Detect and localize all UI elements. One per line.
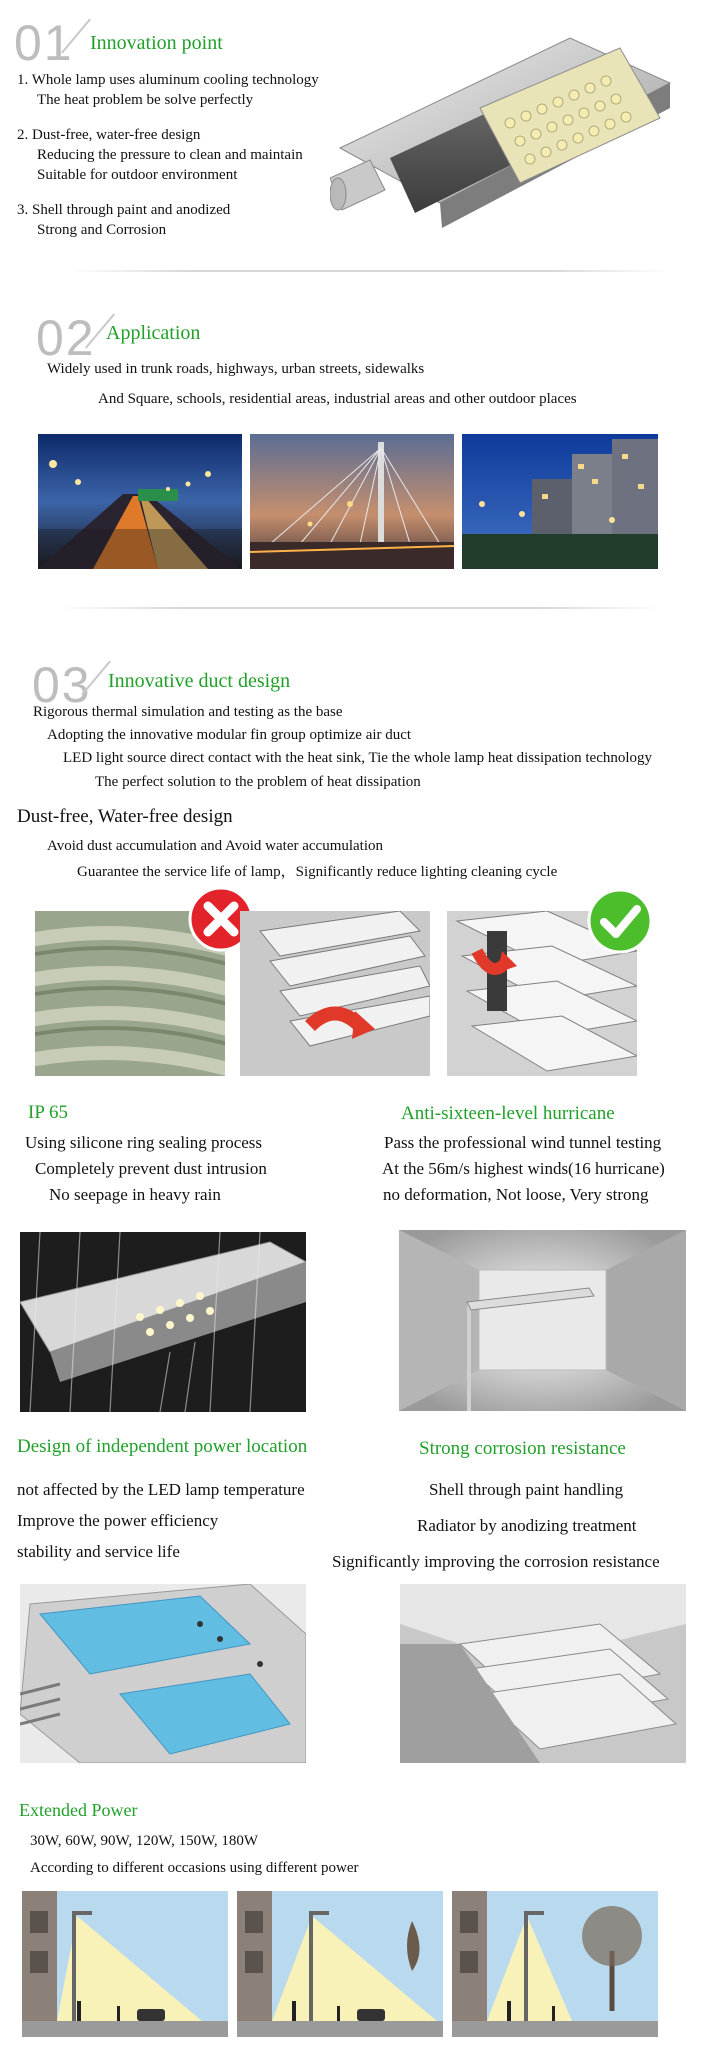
street-lamp-image <box>330 28 700 238</box>
street-illustration-3 <box>452 1891 658 2037</box>
s3-line4: The perfect solution to the problem of heat dissipation <box>95 774 421 790</box>
corrosion-title: Strong corrosion resistance <box>419 1438 626 1459</box>
extended-title: Extended Power <box>19 1800 138 1820</box>
highway-night-photo <box>38 434 242 569</box>
section2-title: Application <box>106 322 201 344</box>
corrosion-line2: Radiator by anodizing treatment <box>417 1516 637 1535</box>
hurricane-line1: Pass the professional wind tunnel testing <box>384 1133 662 1152</box>
ip65-title: IP 65 <box>28 1102 68 1123</box>
hurricane-line2: At the 56m/s highest winds(16 hurricane) <box>382 1159 665 1178</box>
s1-item3-line2: Strong and Corrosion <box>37 222 167 238</box>
street-illustration-2 <box>237 1891 443 2037</box>
check-icon <box>587 888 653 954</box>
extended-line2: According to different occasions using different power <box>30 1860 359 1876</box>
s3-line3: LED light source direct contact with the heat sink, Tie the whole lamp heat dissipation technology <box>63 750 653 766</box>
hurricane-title: Anti-sixteen-level hurricane <box>401 1103 615 1124</box>
bridge-dusk-photo <box>250 434 454 569</box>
section3-title: Innovative duct design <box>108 670 291 692</box>
ip65-line2: Completely prevent dust intrusion <box>35 1159 267 1178</box>
s1-item1-line1: 1. Whole lamp uses aluminum cooling technology <box>17 72 319 88</box>
rain-test-photo <box>20 1232 306 1412</box>
section2-number: 02 <box>36 310 96 366</box>
power-line1: not affected by the LED lamp temperature <box>17 1480 305 1499</box>
dust-free-line1: Avoid dust accumulation and Avoid water accumulation <box>47 838 384 854</box>
s1-item1-line2: The heat problem be solve perfectly <box>37 92 254 108</box>
s3-line1: Rigorous thermal simulation and testing as the base <box>33 704 343 720</box>
power-line3: stability and service life <box>17 1542 180 1561</box>
power-line2: Improve the power efficiency <box>17 1511 219 1530</box>
s1-item2-line3: Suitable for outdoor environment <box>37 167 238 183</box>
s1-item2-line2: Reducing the pressure to clean and maintain <box>37 147 303 163</box>
power-location-title: Design of independent power location <box>17 1436 308 1457</box>
ip65-line3: No seepage in heavy rain <box>49 1185 221 1204</box>
s1-item2-line1: 2. Dust-free, water-free design <box>17 127 201 143</box>
residential-night-photo <box>462 434 658 569</box>
separator-1 <box>70 270 670 272</box>
hurricane-line3: no deformation, Not loose, Very strong <box>383 1185 649 1204</box>
ip65-line1: Using silicone ring sealing process <box>25 1133 263 1152</box>
separator-2 <box>60 607 660 609</box>
dust-free-title: Dust-free, Water-free design <box>17 806 233 827</box>
section3-number: 03 <box>32 657 92 713</box>
section1-title: Innovation point <box>90 32 223 54</box>
section2-line2: And Square, schools, residential areas, industrial areas and other outdoor places <box>98 391 577 407</box>
section2-line1: Widely used in trunk roads, highways, urban streets, sidewalks <box>47 361 425 377</box>
anodized-radiator-photo <box>400 1584 686 1763</box>
dust-free-line2: Guarantee the service life of lamp，Significantly reduce lighting cleaning cycle <box>77 864 558 880</box>
corrosion-line1: Shell through paint handling <box>429 1480 624 1499</box>
s3-line2: Adopting the innovative modular fin group optimize air duct <box>47 727 412 743</box>
corrosion-line3: Significantly improving the corrosion resistance <box>332 1552 660 1571</box>
street-illustration-1 <box>22 1891 228 2037</box>
s1-item3-line1: 3. Shell through paint and anodized <box>17 202 231 218</box>
section1-number: 01 <box>14 15 74 71</box>
power-box-photo <box>20 1584 306 1763</box>
fins-arrow-photo <box>240 911 430 1076</box>
wind-tunnel-photo <box>399 1230 686 1411</box>
extended-line1: 30W, 60W, 90W, 120W, 150W, 180W <box>30 1833 259 1849</box>
